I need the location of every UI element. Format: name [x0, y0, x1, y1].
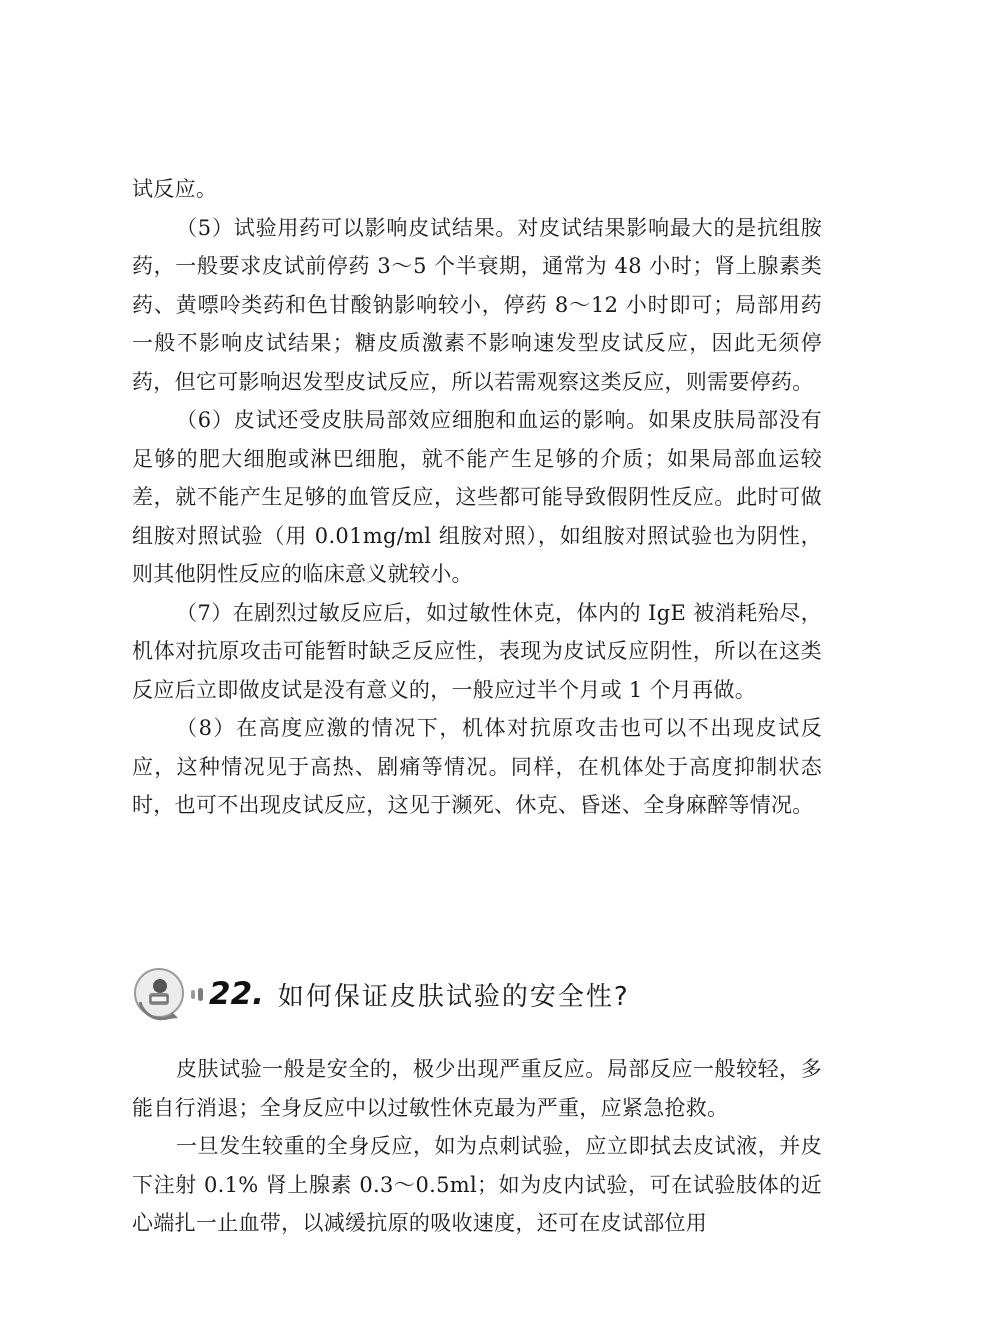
question-number: 22. — [209, 976, 264, 1012]
paragraph-emergency: 一旦发生较重的全身反应，如为点刺试验，应立即拭去皮试液，并皮下注射 0.1% 肾上腺素 0.3～0.5ml；如为皮内试验，可在试验肢体的近心端扎一止血带，以减缓抗原的吸收速度，还可在皮试部位用 — [132, 1134, 822, 1235]
body-text-bottom — [132, 1050, 822, 1243]
paragraph-continuation: 试反应。 — [132, 177, 218, 201]
section-heading — [132, 964, 822, 1024]
heading-dots — [191, 988, 203, 1001]
paragraph-item-8: （8）在高度应激的情况下，机体对抗原攻击也可以不出现皮试反应，这种情况见于高热、剧痛等情况。同样，在机体处于高度抑制状态时，也可不出现皮试反应，这见于濒死、休克、昏迷、全身麻醉等情况。 — [132, 716, 822, 817]
body-text-top — [132, 170, 822, 825]
reading-person-icon — [132, 966, 188, 1022]
question-title: 如何保证皮肤试验的安全性? — [277, 981, 630, 1012]
paragraph-safety-intro: 皮肤试验一般是安全的，极少出现严重反应。局部反应一般较轻，多能自行消退；全身反应中以过敏性休克最为严重，应紧急抢救。 — [132, 1057, 822, 1120]
paragraph-item-5: （5）试验用药可以影响皮试结果。对皮试结果影响最大的是抗组胺药，一般要求皮试前停药 3～5 个半衰期，通常为 48 小时；肾上腺素类药、黄嘌呤类药和色甘酸钠影响较小，停药 8～12 小时即可；局部用药一般不影响皮试结果；糖皮质激素不影响速发型皮试反应，因此无须停药，但它可影响迟发型皮试反应，所以若需观察这类反应，则需要停药。 — [132, 215, 822, 394]
paragraph-item-7: （7）在剧烈过敏反应后，如过敏性休克，体内的 IgE 被消耗殆尽，机体对抗原攻击可能暂时缺乏反应性，表现为皮试反应阴性，所以在这类反应后立即做皮试是没有意义的，一般应过半个月或 1 个月再做。 — [132, 600, 822, 702]
paragraph-item-6: （6）皮试还受皮肤局部效应细胞和血运的影响。如果皮肤局部没有足够的肥大细胞或淋巴细胞，就不能产生足够的介质；如果局部血运较差，就不能产生足够的血管反应，这些都可能导致假阴性反应。此时可做组胺对照试验（用 0.01mg/ml 组胺对照），如组胺对照试验也为阴性，则其他阴性反应的临床意义就较小。 — [132, 408, 822, 586]
